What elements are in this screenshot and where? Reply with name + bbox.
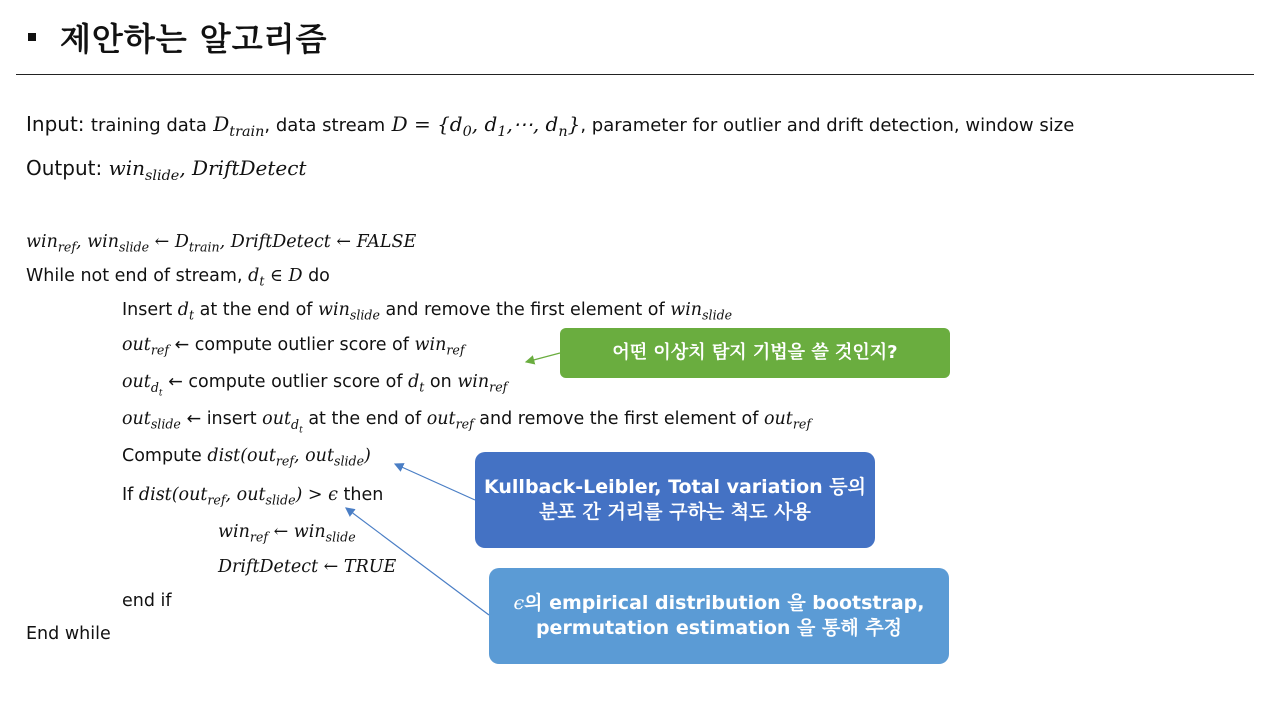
math-output: win$_{slide}$, DriftDetect: [108, 156, 307, 184]
callout-epsilon: ϵ의 empirical distribution 을 bootstrap, permutation estimation 을 통해 추정: [489, 568, 949, 664]
algo-insert: Insert $d_t$ at the end of win$_{slide}$ and remove the first element of win$_{slide}$: [122, 300, 733, 323]
output-label: Output:: [26, 156, 103, 180]
math-stream-set: $D = \{d_0$, $d_1,\cdots$, $d_n$}: [391, 112, 581, 140]
page-title: 제안하는 알고리즘: [60, 20, 328, 58]
algo-assign-ref: win$_{ref}$ ← win$_{slide}$: [218, 522, 356, 545]
algo-compute: Compute dist(out$_{ref}$, out$_{slide}$): [122, 446, 371, 469]
algo-while: While not end of stream, $d_t$ ∈ D do: [26, 266, 330, 289]
algo-end-if: end if: [122, 591, 172, 611]
input-text: , parameter for outlier and drift detection, window size: [580, 115, 1075, 136]
algo-init: win$_{ref}$, win$_{slide}$ ← $D_{train}$, DriftDetect ← FALSE: [26, 232, 417, 255]
input-text: training data: [90, 115, 207, 136]
algo-outslide: out$_{slide}$ ← insert out$_{d_t}$ at the end of out$_{ref}$ and remove the first element of out$_{ref}$: [122, 409, 811, 436]
lightblue-arrow: [346, 508, 489, 615]
callout-outlier-method: 어떤 이상치 탐지 기법을 쓸 것인지?: [560, 328, 950, 378]
algo-if: If dist(out$_{ref}$, out$_{slide}$) > ϵ then: [122, 485, 384, 508]
algo-end-while: End while: [26, 624, 111, 644]
input-text: , data stream: [264, 115, 386, 136]
blue-arrow: [395, 464, 475, 500]
green-arrow: [526, 353, 560, 362]
input-label: Input:: [26, 112, 85, 136]
algo-outdt: out$_{d_t}$ ← compute outlier score of $d_t$ on win$_{ref}$: [122, 372, 508, 399]
callout-divergence: Kullback-Leibler, Total variation 등의 분포 간 거리를 구하는 척도 사용: [475, 452, 875, 548]
algo-outref: out$_{ref}$ ← compute outlier score of win$_{ref}$: [122, 335, 465, 358]
algo-assign-drift: DriftDetect ← TRUE: [218, 557, 397, 577]
math-dtrain: $D_{train}$: [213, 112, 265, 140]
